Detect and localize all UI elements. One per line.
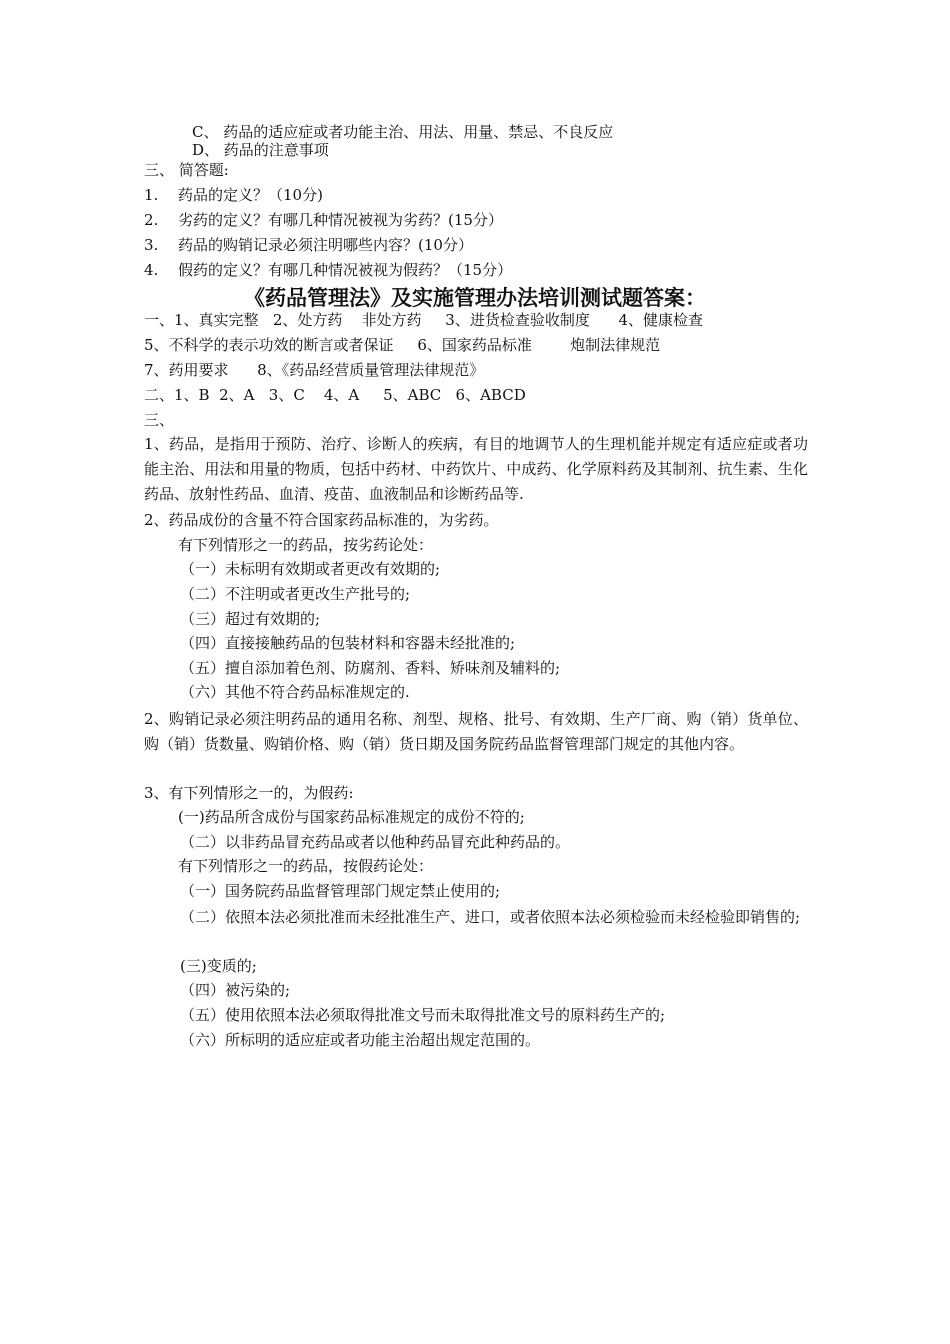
section3-heading: 三、 简答题: [144, 161, 229, 179]
fake-deemed-item: (三)变质的; [180, 957, 257, 975]
question-text: 药品的购销记录必须注明哪些内容？(10分） [178, 236, 473, 254]
fake-item: (一)药品所含成份与国家药品标准规定的成份不符的; [178, 808, 525, 826]
answer-3-paragraph: 2、购销记录必须注明药品的通用名称、剂型、规格、批号、有效期、生产厂商、购（销）货单位、购（销）货数量、购销价格、购（销）货日期及国务院药品监督管理部门规定的其他内容。 [144, 710, 808, 753]
inferior-item: （四）直接接触药品的包装材料和容器未经批准的; [180, 634, 516, 652]
answer-2-definition: 2、药品成份的含量不符合国家药品标准的，为劣药。 [144, 511, 499, 529]
fake-deemed-item: （二）依照本法必须批准而未经批准生产、进口，或者依照本法必须检验而未经检验即销售的; [180, 908, 801, 926]
option-c: C、 药品的适应症或者功能主治、用法、用量、禁忌、不良反应 [192, 123, 614, 141]
question-text: 劣药的定义？有哪几种情况被视为劣药？(15分） [178, 211, 503, 229]
inferior-item: （五）擅自添加着色剂、防腐剂、香料、矫味剂及辅料的; [180, 659, 561, 677]
question-number: 1. [144, 186, 159, 204]
inferior-item: （三）超过有效期的; [180, 610, 321, 628]
question-text: 药品的定义？（10分) [178, 186, 323, 204]
inferior-item: （一）未标明有效期或者更改有效期的; [180, 560, 441, 578]
question-text: 假药的定义？有哪几种情况被视为假药？（15分） [178, 261, 513, 279]
fill-answer-line: 7、药用要求 8、《药品经营质量管理法律规范》 [144, 361, 485, 379]
short-answer-heading: 三、 [144, 411, 175, 429]
inferior-item: （二）不注明或者更改生产批号的; [180, 585, 411, 603]
answer-4-intro: 有下列情形之一的药品，按假药论处： [178, 857, 434, 875]
answer-4-definition: 3、有下列情形之一的，为假药: [144, 784, 354, 802]
choice-answers: 二、1、B 2、A 3、C 4、A 5、ABC 6、ABCD [144, 386, 526, 404]
fake-deemed-item: （四）被污染的; [180, 981, 291, 999]
question-number: 4. [144, 261, 159, 279]
answer-1-paragraph: 1、药品，是指用于预防、治疗、诊断人的疾病，有目的地调节人的生理机能并规定有适应症或者功能主治、用法和用量的物质，包括中药材、中药饮片、中成药、化学原料药及其制剂、抗生素、生化药品、放射性药品、血清、疫苗、血液制品和诊断药品等. [144, 435, 808, 503]
fake-deemed-item: （五）使用依照本法必须取得批准文号而未取得批准文号的原料药生产的; [180, 1006, 666, 1024]
inferior-item: （六）其他不符合药品标准规定的. [180, 683, 410, 701]
fill-answer-line: 5、不科学的表示功效的断言或者保证 6、国家药品标准 炮制法律规范 [144, 336, 661, 354]
option-d: D、 药品的注意事项 [192, 141, 329, 159]
fake-deemed-item: （六）所标明的适应症或者功能主治超出规定范围的。 [180, 1031, 541, 1049]
fake-deemed-item: （一）国务院药品监督管理部门规定禁止使用的; [180, 882, 501, 900]
answer-title: 《药品管理法》及实施管理办法培训测试题答案： [244, 285, 706, 310]
question-number: 2. [144, 211, 159, 229]
fake-item: （二）以非药品冒充药品或者以他种药品冒充此种药品的。 [180, 833, 571, 851]
answer-2-intro: 有下列情形之一的药品，按劣药论处： [178, 536, 434, 554]
question-number: 3. [144, 236, 159, 254]
fill-answer-line: 一、1、真实完整 2、处方药 非处方药 3、进货检查验收制度 4、健康检查 [144, 311, 704, 329]
